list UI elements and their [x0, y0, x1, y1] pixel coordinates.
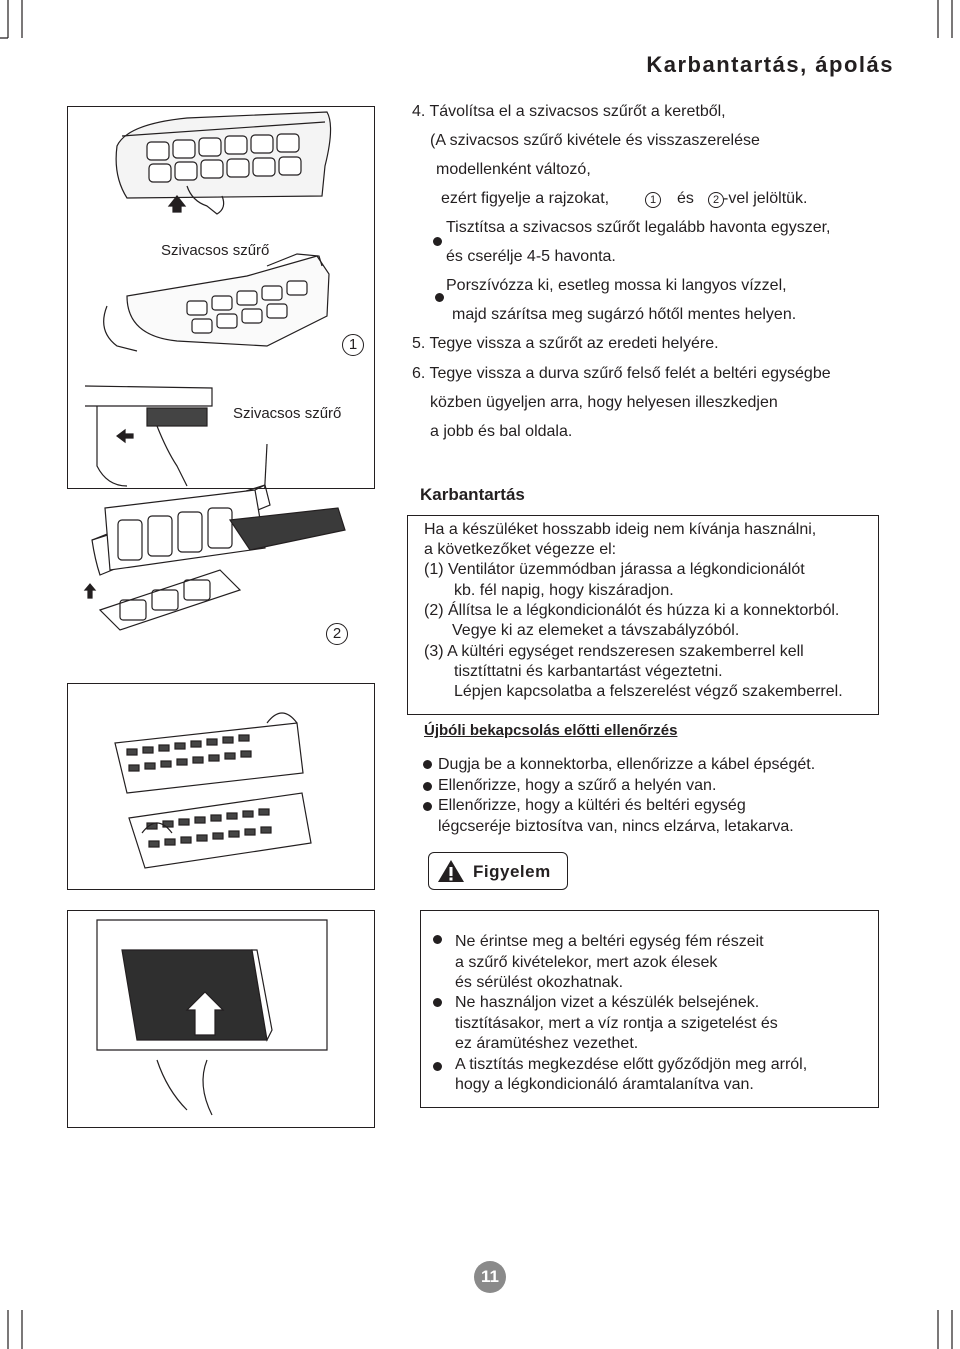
step-5: 5. Tegye vissza a szűrőt az eredeti helyére. [412, 335, 719, 352]
warning-bullet-1-line-2: a szűrő kivételekor, mert azok élesek [455, 954, 718, 971]
warning-bullet-1-line-1: Ne érintse meg a beltéri egység fém részeit [455, 933, 764, 950]
bullet-1-line-2: és cserélje 4-5 havonta. [446, 248, 616, 265]
figure-label-sponge-filter: Szivacsos szűrő [161, 242, 270, 259]
step-4-line-2: (A szivacsos szűrő kivétele és visszaszerelése [430, 132, 760, 149]
circled-number-1: 1 [645, 192, 661, 208]
warning-bullet-3-line-1: A tisztítás megkezdése előtt győződjön meg arról, [455, 1056, 808, 1073]
step-4-line-4a: ezért figyelje a rajzokat, [441, 190, 610, 207]
maintenance-line-9: Lépjen kapcsolatba a felszerelést végző szakemberrel. [454, 683, 843, 700]
warning-bullet-1-line-3: és sérülést okozhatnak. [455, 974, 624, 991]
step-4-line-4c: -vel jelöltük. [723, 190, 808, 207]
warning-bullet-2-line-2: tisztításakor, mert a víz rontja a szigetelést és [455, 1015, 778, 1032]
bullet-icon [423, 802, 432, 811]
warning-label [428, 852, 568, 890]
bullet-1-line-1: Tisztítsa a szivacsos szűrőt legalább havonta egyszer, [446, 219, 831, 236]
bullet-icon [423, 782, 432, 791]
warning-bullet-3-line-2: hogy a légkondicionáló áramtalanítva van. [455, 1076, 754, 1093]
bullet-icon [433, 1062, 442, 1071]
step-4-line-3: modellenként változó, [436, 161, 591, 178]
bullet-2-line-2: majd szárítsa meg sugárzó hőtől mentes helyen. [452, 306, 797, 323]
maintenance-line-6: Vegye ki az elemeket a távszabályzóból. [452, 622, 740, 639]
warning-bullet-2-line-3: ez áramütéshez vezethet. [455, 1035, 639, 1052]
maintenance-line-4: kb. fél napig, hogy kiszáradjon. [454, 582, 674, 599]
bullet-icon [433, 935, 442, 944]
maintenance-line-5: (2) Állítsa le a légkondicionálót és húzza ki a konnektorból. [424, 602, 840, 619]
step-6-line-2: közben ügyeljen arra, hogy helyesen illeszkedjen [430, 394, 778, 411]
figure-1-illustration [67, 106, 375, 489]
warning-icon [437, 859, 465, 883]
step-6-line-1: 6. Tegye vissza a durva szűrő felső felét a beltéri egységbe [412, 365, 831, 382]
page-title: Karbantartás, ápolás [646, 52, 894, 77]
maintenance-line-8: tisztíttatni és karbantartást végeztetni. [454, 663, 723, 680]
step-4-line-4b: és [677, 190, 694, 207]
restart-bullet-3-line-1: Ellenőrizze, hogy a kültéri és beltéri egység [438, 797, 746, 814]
maintenance-line-7: (3) A kültéri egységet rendszeresen szakemberrel kell [424, 643, 804, 660]
restart-bullet-2: Ellenőrizze, hogy a szűrő a helyén van. [438, 777, 717, 794]
restart-bullet-1: Dugja be a konnektorba, ellenőrizze a kábel épségét. [438, 756, 816, 773]
bullet-icon [433, 237, 442, 246]
bullet-icon [423, 760, 432, 769]
step-4-line-1: 4. Távolítsa el a szivacsos szűrőt a keretből, [412, 103, 726, 120]
warning-bullet-2-line-1: Ne használjon vizet a készülék belsejének. [455, 994, 760, 1011]
warning-title: Figyelem [473, 862, 551, 881]
circled-number-2: 2 [708, 192, 724, 208]
figure-3-illustration [67, 683, 375, 890]
restart-check-heading: Újbóli bekapcsolás előtti ellenőrzés [424, 722, 678, 739]
figure-4-illustration [67, 910, 375, 1128]
page-number: 11 [474, 1261, 506, 1293]
figure-number-1: 1 [342, 334, 364, 356]
bullet-icon [433, 998, 442, 1007]
bullet-icon [435, 293, 444, 302]
maintenance-line-3: (1) Ventilátor üzemmódban járassa a légkondicionálót [424, 561, 805, 578]
restart-bullet-3-line-2: légcseréje biztosítva van, nincs elzárva, letakarva. [438, 818, 794, 835]
step-6-line-3: a jobb és bal oldala. [430, 423, 573, 440]
bullet-2-line-1: Porszívózza ki, esetleg mossa ki langyos vízzel, [446, 277, 787, 294]
figure-label-sponge-filter-lower: Szivacsos szűrő [233, 405, 342, 422]
maintenance-line-1: Ha a készüléket hosszabb ideig nem kívánja használni, [424, 521, 817, 538]
figure-number-2: 2 [326, 623, 348, 645]
maintenance-line-2: a következőket végezze el: [424, 541, 617, 558]
maintenance-heading: Karbantartás [420, 485, 525, 504]
